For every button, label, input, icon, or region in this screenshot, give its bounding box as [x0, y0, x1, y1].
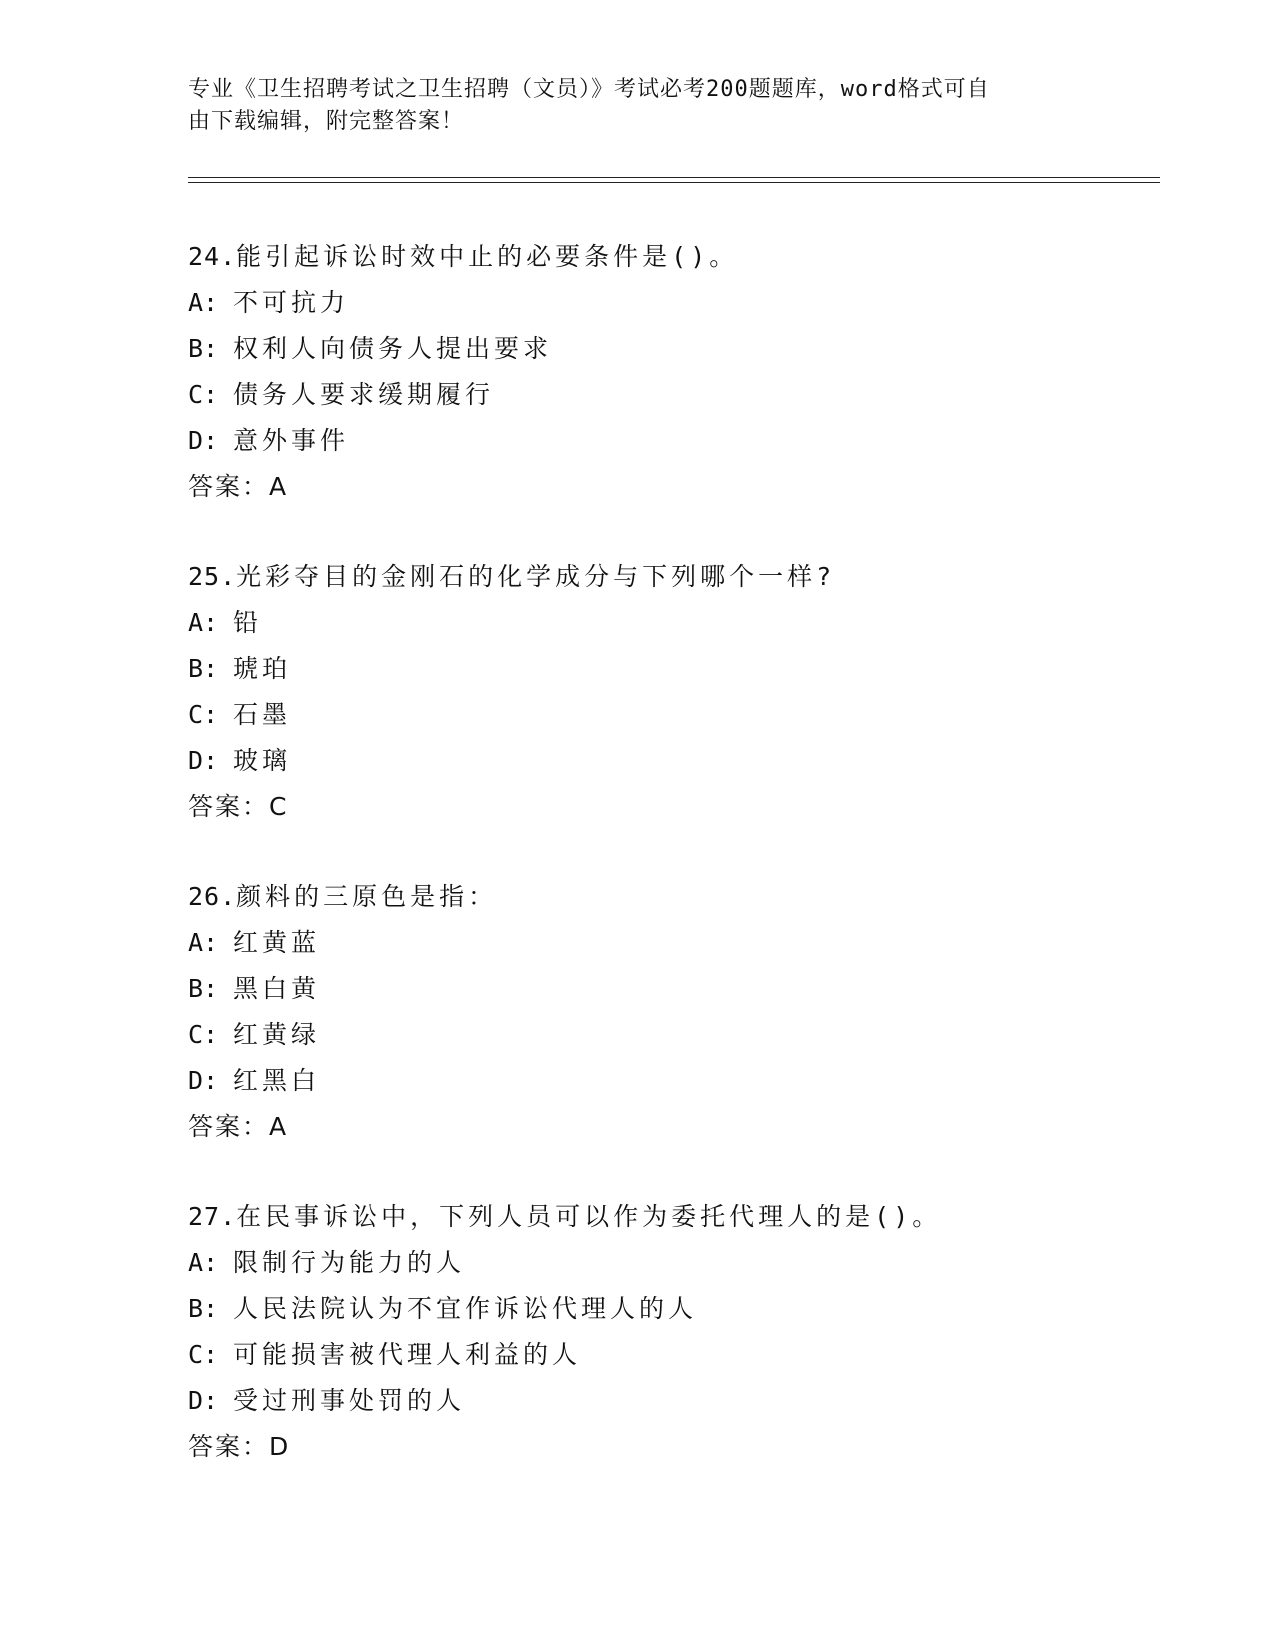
option-text: 红黄蓝 — [233, 928, 321, 957]
option-a — [188, 1240, 1168, 1286]
option-c — [188, 372, 1168, 418]
option-key: C: — [188, 1020, 219, 1049]
option-a — [188, 600, 1168, 646]
option-key: C: — [188, 700, 219, 729]
option-c — [188, 1012, 1168, 1058]
answer-line: 答案：C — [188, 792, 289, 821]
option-text: 不可抗力 — [233, 288, 350, 317]
option-c — [188, 692, 1168, 738]
option-b — [188, 966, 1168, 1012]
option-d — [188, 1378, 1168, 1424]
option-key: B: — [188, 654, 219, 683]
option-key: C: — [188, 1340, 219, 1369]
option-text: 玻璃 — [233, 746, 292, 775]
option-key: B: — [188, 974, 219, 1003]
option-text: 人民法院认为不宜作诉讼代理人的人 — [233, 1294, 698, 1323]
option-text: 受过刑事处罚的人 — [233, 1386, 466, 1415]
option-text: 黑白黄 — [233, 974, 321, 1003]
question-number: 24. — [188, 242, 237, 271]
option-a — [188, 280, 1168, 326]
option-text: 债务人要求缓期履行 — [233, 380, 495, 409]
question-block — [188, 874, 1168, 1150]
document-header — [188, 74, 1088, 138]
header-divider-top — [188, 177, 1160, 178]
question-stem — [188, 1194, 1168, 1240]
option-key: C: — [188, 380, 219, 409]
answer-line: 答案：A — [188, 472, 289, 501]
option-text: 红黄绿 — [233, 1020, 321, 1049]
option-key: B: — [188, 334, 219, 363]
option-b — [188, 1286, 1168, 1332]
option-text: 铅 — [233, 608, 263, 637]
question-number: 26. — [188, 882, 237, 911]
option-text: 限制行为能力的人 — [233, 1248, 466, 1277]
option-text: 意外事件 — [233, 426, 350, 455]
option-text: 石墨 — [233, 700, 292, 729]
option-key: A: — [188, 1248, 219, 1277]
option-key: D: — [188, 746, 219, 775]
header-line-2: 由下载编辑，附完整答案！ — [188, 109, 465, 134]
question-block — [188, 554, 1168, 830]
question-number: 25. — [188, 562, 237, 591]
option-text: 权利人向债务人提出要求 — [233, 334, 553, 363]
option-c — [188, 1332, 1168, 1378]
header-line-1: 专业《卫生招聘考试之卫生招聘（文员）》考试必考200题题库，word格式可自 — [188, 77, 990, 102]
header-divider-bottom — [188, 182, 1160, 183]
option-d — [188, 1058, 1168, 1104]
option-text: 红黑白 — [233, 1066, 321, 1095]
option-key: B: — [188, 1294, 219, 1323]
option-a — [188, 920, 1168, 966]
answer-line: 答案：D — [188, 1432, 291, 1461]
option-key: A: — [188, 288, 219, 317]
question-stem — [188, 874, 1168, 920]
question-text: 在民事诉讼中，下列人员可以作为委托代理人的是()。 — [236, 1202, 942, 1231]
question-number: 27. — [188, 1202, 237, 1231]
option-text: 可能损害被代理人利益的人 — [233, 1340, 582, 1369]
option-text: 琥珀 — [233, 654, 292, 683]
option-b — [188, 326, 1168, 372]
question-text: 光彩夺目的金刚石的化学成分与下列哪个一样? — [236, 562, 836, 591]
question-stem — [188, 234, 1168, 280]
answer-line: 答案：A — [188, 1112, 289, 1141]
question-text: 能引起诉讼时效中止的必要条件是()。 — [236, 242, 739, 271]
option-key: D: — [188, 1066, 219, 1095]
question-text: 颜料的三原色是指： — [236, 882, 498, 911]
question-stem — [188, 554, 1168, 600]
question-block — [188, 234, 1168, 510]
option-d — [188, 418, 1168, 464]
option-b — [188, 646, 1168, 692]
option-key: D: — [188, 426, 219, 455]
option-d — [188, 738, 1168, 784]
option-key: A: — [188, 608, 219, 637]
question-block — [188, 1194, 1168, 1470]
option-key: D: — [188, 1386, 219, 1415]
option-key: A: — [188, 928, 219, 957]
